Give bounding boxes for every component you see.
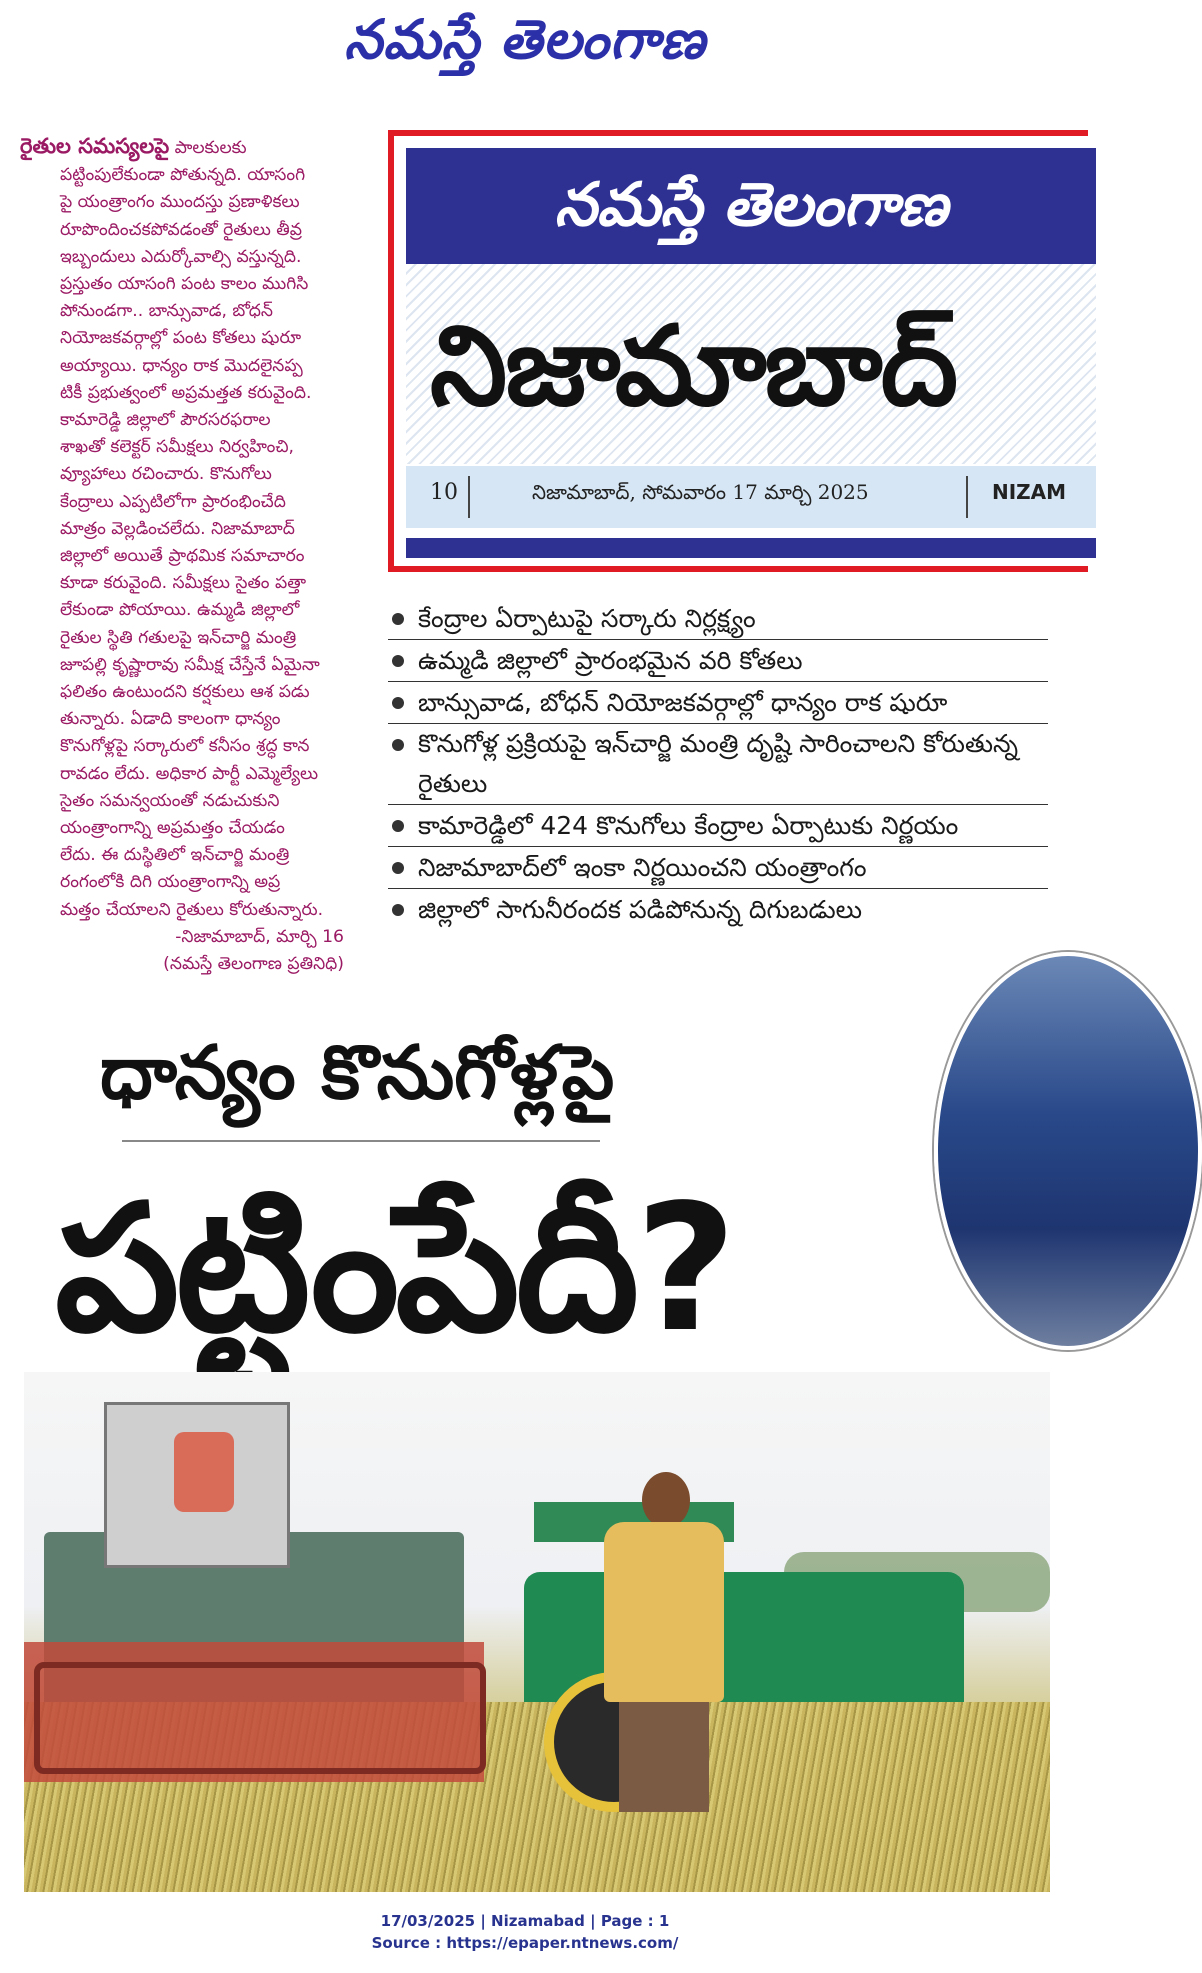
photo-farmer-legs	[619, 1702, 709, 1812]
masthead-bottom-bar	[406, 538, 1096, 558]
photo-driver	[174, 1432, 234, 1512]
side-story-line: టికీ ప్రభుత్వంలో అప్రమత్తత కరువైంది.	[60, 382, 312, 403]
side-story-line: పాలకులకు	[174, 138, 247, 158]
side-story-line: జూపల్లి కృష్ణారావు సమీక్ష చేస్తేనే ఏమైనా	[60, 654, 320, 675]
info-divider	[468, 476, 470, 518]
headline-divider	[122, 1140, 600, 1142]
harvest-photo	[24, 1372, 1050, 1892]
info-divider	[966, 476, 968, 518]
side-story-line: కేంద్రాలు ఎప్పటిలోగా ప్రారంభించేది	[60, 491, 286, 512]
side-story-line: మాత్రం వెల్లడించలేదు. నిజామాబాద్	[60, 518, 295, 539]
side-story-line: ఇబ్బందులు ఎదుర్కోవాల్సి వస్తున్నది.	[60, 246, 302, 267]
side-story-lines	[20, 162, 352, 924]
side-story-lead: రైతుల సమస్యలపై	[20, 134, 170, 158]
side-story-line: శాఖతో కలెక్టర్ సమీక్షలు నిర్వహించి,	[60, 437, 295, 458]
side-story-line: రావడం లేదు. అధికార పార్టీ ఎమ్మెల్యేలు	[60, 763, 319, 784]
highlight-item: కామారెడ్డిలో 424 కొనుగోలు కేంద్రాల ఏర్పాటుకు నిర్ణయం	[388, 805, 1048, 847]
masthead-brand-bar	[406, 148, 1096, 264]
side-story-line: పట్టింపులేకుండా పోతున్నది. యాసంగి	[60, 165, 306, 186]
highlight-item: నిజామాబాద్‌లో ఇంకా నిర్ణయించని యంత్రాంగం	[388, 847, 1048, 889]
photo-combine-reel	[34, 1662, 486, 1774]
side-story-line: జిల్లాలో అయితే ప్రాథమిక సమాచారం	[60, 546, 305, 567]
side-story-line: ఫలితం ఉంటుందని కర్షకులు ఆశ పడు	[60, 682, 310, 703]
side-story-line: మత్తం చేయాలని రైతులు కోరుతున్నారు.	[60, 899, 324, 920]
highlight-item: కేంద్రాల ఏర్పాటుపై సర్కారు నిర్లక్ష్యం	[388, 598, 1048, 640]
page-footer	[0, 1910, 1050, 1954]
side-story-line: యంత్రాంగాన్ని అప్రమత్తం చేయడం	[60, 818, 285, 839]
photo-farmer-head	[642, 1472, 690, 1528]
masthead-city: నిజామాబాద్	[430, 302, 957, 430]
highlight-item: కొనుగోళ్ల ప్రక్రియపై ఇన్‌చార్జి మంత్రి దృష్టి సారించాలని కోరుతున్న రైతులు	[388, 724, 1048, 805]
side-story-line: కామారెడ్డి జిల్లాలో పౌరసరఫరాల	[60, 410, 271, 431]
newspaper-logo: నమస్తే తెలంగాణ	[344, 8, 706, 71]
side-story-body	[20, 133, 352, 162]
highlight-item: జిల్లాలో సాగునీరందక పడిపోనున్న దిగుబడులు	[388, 889, 1048, 930]
side-story-line: లేకుండా పోయాయి. ఉమ్మడి జిల్లాలో	[60, 600, 300, 621]
side-story-line: పై యంత్రాంగం ముందస్తు ప్రణాళికలు	[60, 192, 300, 213]
masthead-brand: నమస్తే తెలంగాణ	[554, 170, 948, 240]
highlights-list	[388, 598, 1048, 930]
side-story-line: రైతుల స్థితి గతులపై ఇన్‌చార్జి మంత్రి	[60, 627, 297, 648]
side-story-line: నియోజకవర్గాల్లో పంట కోతలు షురూ	[60, 328, 302, 349]
side-story-line: సైతం సమన్వయంతో నడుచుకుని	[60, 790, 280, 811]
masthead-info-bar	[406, 466, 1096, 528]
side-story-line: ప్రస్తుతం యాసంగి పంట కాలం ముగిసి	[60, 274, 309, 295]
side-story-line: రూపొందించకపోవడంతో రైతులు తీవ్ర	[60, 219, 302, 240]
byline: (నమస్తే తెలంగాణ ప్రతినిధి)	[163, 954, 344, 975]
side-story-line: వ్యూహాలు రచించారు. కొనుగోలు	[60, 464, 272, 485]
side-story-line: రంగంలోకి దిగి యంత్రాంగాన్ని అప్ర	[60, 872, 281, 893]
edition-name: NIZAM	[992, 480, 1067, 504]
side-story-line: పోనుండగా.. బాన్సువాడ, బోధన్	[60, 301, 273, 322]
side-story-line: తున్నారు. ఏడాది కాలంగా ధాన్యం	[60, 709, 281, 730]
side-story-line: కూడా కరువైంది. సమీక్షలు సైతం పత్తా	[60, 573, 306, 594]
headline-kicker: ధాన్యం కొనుగోళ్లపై	[100, 1030, 615, 1116]
footer-source-link[interactable]: Source : https://epaper.ntnews.com/	[371, 1934, 679, 1952]
photo-farmer	[604, 1522, 724, 1702]
side-story-line: అయ్యాయి. ధాన్యం రాక మొదలైనప్ప	[60, 355, 303, 376]
highlight-item: బాన్సువాడ, బోధన్ నియోజకవర్గాల్లో ధాన్యం రాక షురూ	[388, 682, 1048, 724]
side-story-line: కొనుగోళ్లపై సర్కారులో కనీసం శ్రద్ధ కాన	[60, 736, 310, 757]
footer-edition-info: 17/03/2025 | Nizamabad | Page : 1	[380, 1912, 670, 1930]
page-number: 10	[430, 480, 458, 505]
page-masthead	[388, 130, 1088, 572]
side-story	[20, 133, 352, 978]
highlight-item: ఉమ్మడి జిల్లాలో ప్రారంభమైన వరి కోతలు	[388, 640, 1048, 682]
inset-photo	[934, 952, 1202, 1350]
dateline: -నిజామాబాద్, మార్చి 16	[175, 926, 344, 947]
edition-date: నిజామాబాద్, సోమవారం 17 మార్చి 2025	[532, 480, 869, 504]
side-story-line: లేదు. ఈ దుస్థితిలో ఇన్‌చార్జి మంత్రి	[60, 845, 290, 866]
headline-main: పట్టింపేదీ?	[55, 1168, 733, 1371]
